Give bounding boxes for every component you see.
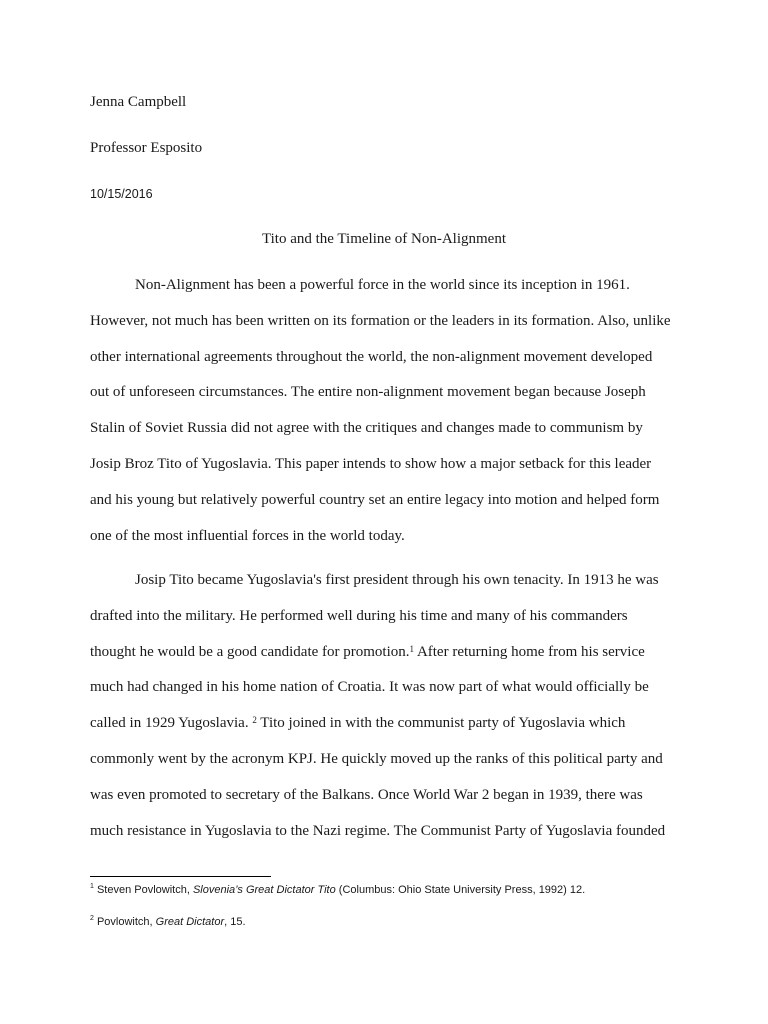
paragraph-line: commonly went by the acronym KPJ. He quickly moved up the ranks of this political party and <box>90 750 663 767</box>
paragraph-line: Stalin of Soviet Russia did not agree with the critiques and changes made to communism by <box>90 420 643 437</box>
paragraph-line: other international agreements throughout the world, the non-alignment movement developed <box>90 348 653 365</box>
footnote-italic-title: Great Dictator <box>155 916 225 928</box>
paragraph-line: out of unforeseen circumstances. The entire non-alignment movement began because Joseph <box>90 384 646 401</box>
footnote-1 <box>90 884 585 896</box>
paragraph-line: However, not much has been written on its formation or the leaders in its formation. Also, unlike <box>90 312 671 329</box>
footnote-number: 1 <box>90 883 94 890</box>
paragraph-line <box>90 706 690 742</box>
paragraph-line: much had changed in his home nation of Croatia. It was now part of what would officially be <box>90 679 649 696</box>
paragraph-line: drafted into the military. He performed well during his time and many of his commanders <box>90 607 628 624</box>
paragraph-line: Non-Alignment has been a powerful force in the world since its inception in 1961. <box>135 277 630 293</box>
text-run: thought he would be a good candidate for promotion. <box>90 643 410 660</box>
professor-name: Professor Esposito <box>90 140 203 156</box>
text-run: Tito joined in with the communist party of Yugoslavia which <box>256 715 626 732</box>
text-run: After returning home from his service <box>414 643 645 660</box>
footnote-text: Povlowitch, <box>93 916 156 928</box>
footnote-italic-title: Slovenia’s Great Dictator Tito <box>192 884 336 896</box>
text-run: called in 1929 Yugoslavia. <box>90 715 253 732</box>
author-name: Jenna Campbell <box>90 94 187 110</box>
paragraph-line: Josip Broz Tito of Yugoslavia. This paper intends to show how a major setback for this leader <box>90 455 652 472</box>
footnote-number: 2 <box>90 915 94 922</box>
paragraph-2 <box>90 563 690 849</box>
footnote-separator <box>90 876 271 877</box>
date: 10/15/2016 <box>90 187 153 201</box>
paragraph-line: was even promoted to secretary of the Balkans. Once World War 2 began in 1939, there was <box>90 786 643 803</box>
footnote-2 <box>90 916 246 928</box>
footnote-ref-2[interactable]: 2 <box>252 715 257 726</box>
footnote-ref-1[interactable]: 1 <box>409 643 415 654</box>
paragraph-line <box>90 635 690 671</box>
footnote-text: Steven Povlowitch, <box>93 884 193 896</box>
footnote-text: , 15. <box>224 916 246 928</box>
footnote-text: (Columbus: Ohio State University Press, 1992) 12. <box>335 884 586 896</box>
essay-title: Tito and the Timeline of Non-Alignment <box>261 231 507 247</box>
paragraph-1 <box>90 268 690 554</box>
paragraph-line: one of the most influential forces in the world today. <box>90 527 405 544</box>
paragraph-line: and his young but relatively powerful country set an entire legacy into motion and helped form <box>90 491 660 508</box>
paragraph-line: much resistance in Yugoslavia to the Nazi regime. The Communist Party of Yugoslavia founded <box>90 822 666 839</box>
paragraph-line: Josip Tito became Yugoslavia's first president through his own tenacity. In 1913 he was <box>135 572 659 588</box>
